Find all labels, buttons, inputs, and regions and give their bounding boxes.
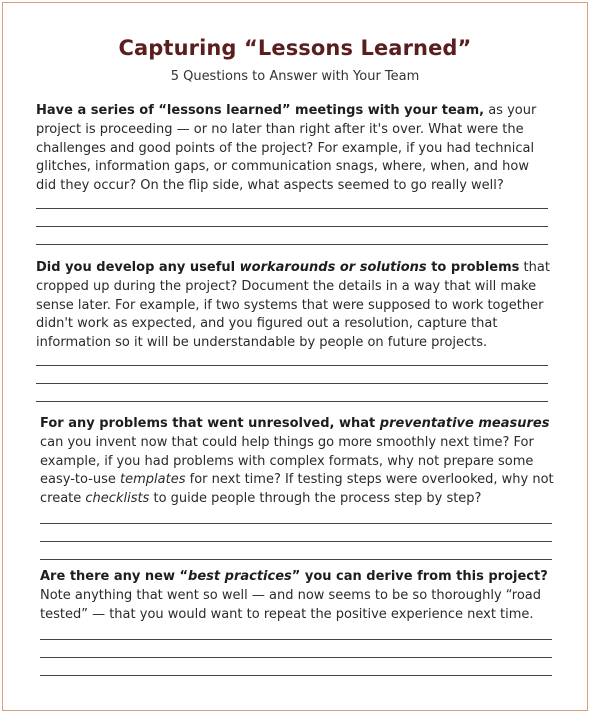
page-title: Capturing “Lessons Learned” <box>118 36 472 60</box>
question-2-lead <box>36 260 519 275</box>
question-4-lead <box>40 569 548 584</box>
question-4-lead-b: ” you can derive from this project? <box>291 569 548 584</box>
question-2-body: that cropped up during the project? Document the details in a way that will make sense later. For example, if two systems that were supposed to work together didn't work as expected, and you figured out a resolution, capture that information so it will be understandable by people on future projects. <box>36 260 550 351</box>
answer-line[interactable] <box>40 541 552 542</box>
answer-line[interactable] <box>36 244 548 245</box>
question-3-body-em1: templates <box>120 472 186 488</box>
answer-line[interactable] <box>40 657 552 658</box>
answer-line[interactable] <box>36 208 548 209</box>
question-2 <box>36 259 550 353</box>
question-4-lead-a: Are there any new “ <box>40 569 189 584</box>
question-3-body-em2: checklists <box>85 491 150 507</box>
answer-line[interactable] <box>40 559 552 560</box>
question-3-lead-em: preventative measures <box>379 416 550 431</box>
question-2-lead-a: Did you develop any useful <box>36 260 240 275</box>
answer-line[interactable] <box>40 675 552 676</box>
answer-line[interactable] <box>40 523 552 524</box>
answer-line[interactable] <box>40 639 552 640</box>
question-3-body-a: can you invent now that could help things go more smoothly next time? For example, if you had problems with complex formats, why not prepare some easy-to-use <box>40 434 534 488</box>
question-1-body: as your project is proceeding — or no later than right after it's over. What were the challenges and good points of the project? For example, if you had technical glitches, information gaps, or communication snags, where, when, and how did they occur? On the flip side, what aspects seemed to go really well? <box>36 103 537 194</box>
question-2-lead-em: workarounds or solutions <box>239 260 427 275</box>
question-3-body-c: to guide people through the process step by step? <box>149 491 482 507</box>
question-4-lead-em: best practices <box>188 569 292 584</box>
answer-line[interactable] <box>36 365 548 366</box>
answer-line[interactable] <box>36 401 548 402</box>
question-2-lead-b: to problems <box>426 260 520 275</box>
answer-line[interactable] <box>36 226 548 227</box>
question-3 <box>40 415 554 509</box>
answer-line[interactable] <box>36 383 548 384</box>
question-3-body-b: for next time? If testing steps were overlooked, why not create <box>40 472 554 507</box>
question-3-lead <box>40 416 549 431</box>
question-1 <box>36 102 550 196</box>
page-subtitle: 5 Questions to Answer with Your Team <box>170 69 420 84</box>
question-4 <box>40 568 554 624</box>
question-3-lead-a: For any problems that went unresolved, what <box>40 416 380 431</box>
question-1-lead: Have a series of “lessons learned” meetings with your team, <box>36 103 485 118</box>
question-4-body: Note anything that went so well — and now seems to be so thoroughly “road tested” — that you would want to repeat the positive experience next time. <box>40 587 542 622</box>
